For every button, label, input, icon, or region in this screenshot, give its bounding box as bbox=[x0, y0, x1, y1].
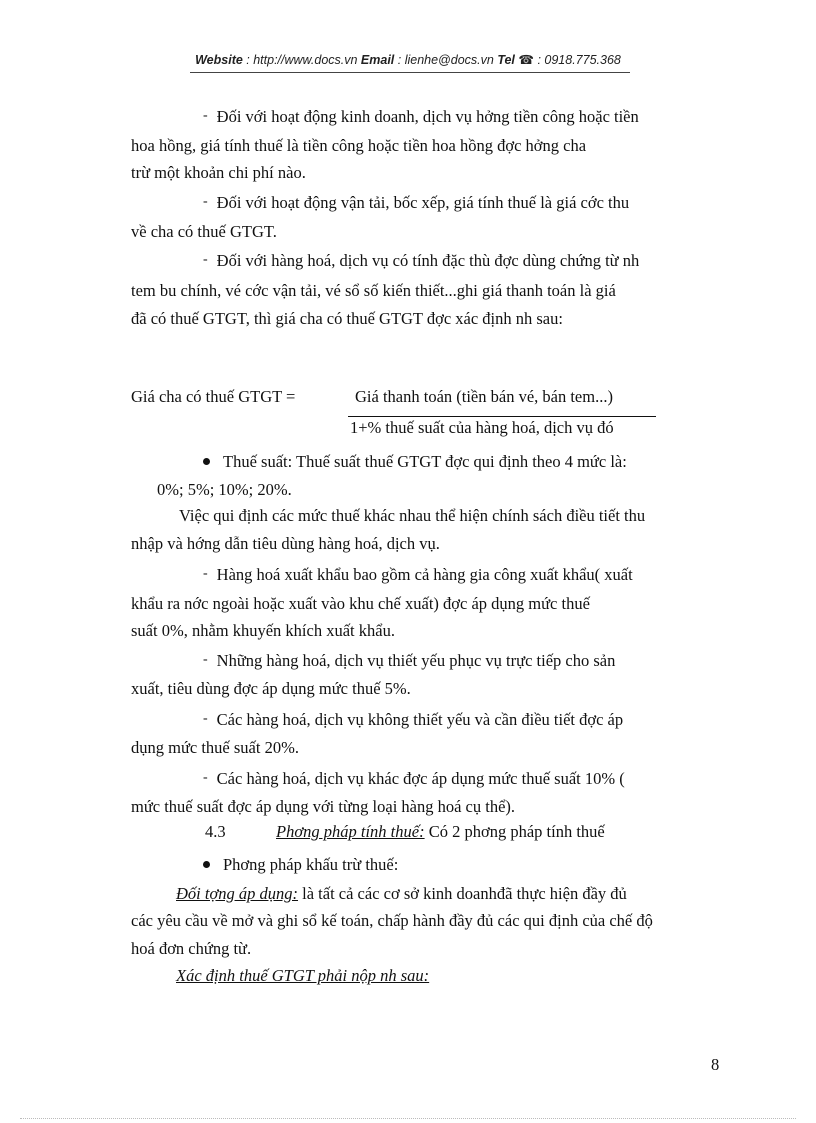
body-text: là tất cả các cơ sở kinh doanhđã thực hiện đầy đủ bbox=[298, 884, 627, 903]
body-text: đã có thuế GTGT, thì giá cha có thuế GTGT đợc xác định nh sau: bbox=[131, 309, 563, 328]
body-text: Đối với hàng hoá, dịch vụ có tính đặc thù đợc dùng chứng từ nh bbox=[216, 251, 640, 270]
bullet-line bbox=[203, 107, 639, 129]
bullet-line bbox=[203, 565, 633, 587]
dash-bullet: - bbox=[203, 252, 208, 267]
body-text: Hàng hoá xuất khẩu bao gồm cả hàng gia công xuất khẩu( xuất bbox=[216, 565, 633, 584]
body-text: mức thuế suất đợc áp dụng với từng loại hàng hoá cụ thể). bbox=[131, 797, 516, 816]
bullet-line bbox=[203, 710, 623, 732]
body-text: hoa hồng, giá tính thuế là tiền công hoặc tiền hoa hồng đợc hởng cha bbox=[131, 136, 587, 155]
bullet-line bbox=[203, 452, 627, 472]
tel-value: : 0918.775.368 bbox=[533, 53, 621, 67]
round-bullet bbox=[203, 861, 210, 868]
body-text: trừ một khoản chi phí nào. bbox=[131, 163, 306, 182]
subheading: Đối tợng áp dụng: bbox=[176, 884, 299, 903]
body-line bbox=[176, 966, 429, 986]
bullet-line bbox=[203, 855, 398, 875]
body-text: suất 0%, nhằm khuyến khích xuất khẩu. bbox=[131, 621, 395, 640]
body-text: Những hàng hoá, dịch vụ thiết yếu phục vụ trực tiếp cho sản bbox=[216, 651, 616, 670]
body-text: Các hàng hoá, dịch vụ khác đợc áp dụng mức thuế suất 10% ( bbox=[216, 769, 625, 788]
body-text: hoá đơn chứng từ. bbox=[131, 939, 252, 958]
section-number: 4.3 bbox=[205, 822, 226, 841]
body-text: tem bu chính, vé cớc vận tải, vé sổ số kiến thiết...ghi giá thanh toán là giá bbox=[131, 281, 616, 300]
bullet-line bbox=[203, 251, 639, 273]
formula-lhs: Giá cha có thuế GTGT = bbox=[131, 387, 296, 406]
section-text: Có 2 phơng pháp tính thuế bbox=[424, 822, 605, 841]
bullet-line bbox=[203, 193, 629, 215]
body-text: dụng mức thuế suất 20%. bbox=[131, 738, 299, 757]
bullet-line bbox=[203, 651, 615, 673]
email-label: Email bbox=[360, 53, 395, 67]
phone-icon: ☎ bbox=[518, 53, 534, 67]
body-text: Phơng pháp khấu trừ thuế: bbox=[223, 855, 399, 874]
body-text: nhập và hớng dẫn tiêu dùng hàng hoá, dịch vụ. bbox=[131, 534, 440, 553]
section-title: Phơng pháp tính thuế: bbox=[276, 822, 425, 841]
body-text: Các hàng hoá, dịch vụ không thiết yếu và cần điều tiết đợc áp bbox=[216, 710, 624, 729]
footer-divider bbox=[20, 1118, 796, 1119]
dash-bullet: - bbox=[203, 711, 208, 726]
section-heading bbox=[276, 822, 605, 842]
body-text: Việc qui định các mức thuế khác nhau thể hiện chính sách điều tiết thu bbox=[179, 506, 646, 525]
body-text: 0%; 5%; 10%; 20%. bbox=[157, 480, 292, 499]
formula-numerator: Giá thanh toán (tiền bán vé, bán tem...) bbox=[355, 387, 613, 406]
dash-bullet: - bbox=[203, 108, 208, 123]
body-text: các yêu cầu về mở và ghi sổ kế toán, chấp hành đầy đủ các qui định của chế độ bbox=[131, 911, 653, 930]
header-divider bbox=[190, 72, 630, 73]
dash-bullet: - bbox=[203, 770, 208, 785]
fraction-bar bbox=[348, 416, 656, 417]
subheading: Xác định thuế GTGT phải nộp nh sau: bbox=[176, 966, 430, 985]
body-line bbox=[176, 884, 627, 904]
body-text: Đối với hoạt động vận tải, bốc xếp, giá tính thuế là giá cớc thu bbox=[216, 193, 630, 212]
page-header bbox=[0, 52, 816, 67]
website-label: Website bbox=[195, 53, 243, 67]
body-text: Thuế suất: Thuế suất thuế GTGT đợc qui định theo 4 mức là: bbox=[223, 452, 627, 471]
body-text: Đối với hoạt động kinh doanh, dịch vụ hởng tiền công hoặc tiền bbox=[216, 107, 639, 126]
body-text: xuất, tiêu dùng đợc áp dụng mức thuế 5%. bbox=[131, 679, 411, 698]
page-number: 8 bbox=[711, 1055, 720, 1074]
dash-bullet: - bbox=[203, 194, 208, 209]
website-value: : http://www.docs.vn bbox=[242, 53, 361, 67]
email-value: : lienhe@docs.vn bbox=[394, 53, 498, 67]
tel-label: Tel bbox=[497, 53, 515, 67]
round-bullet bbox=[203, 458, 210, 465]
dash-bullet: - bbox=[203, 566, 208, 581]
formula-denominator: 1+% thuế suất của hàng hoá, dịch vụ đó bbox=[350, 418, 614, 437]
body-text: khẩu ra nớc ngoài hoặc xuất vào khu chế xuất) đợc áp dụng mức thuế bbox=[131, 594, 590, 613]
body-text: về cha có thuế GTGT. bbox=[131, 222, 277, 241]
dash-bullet: - bbox=[203, 652, 208, 667]
bullet-line bbox=[203, 769, 625, 791]
